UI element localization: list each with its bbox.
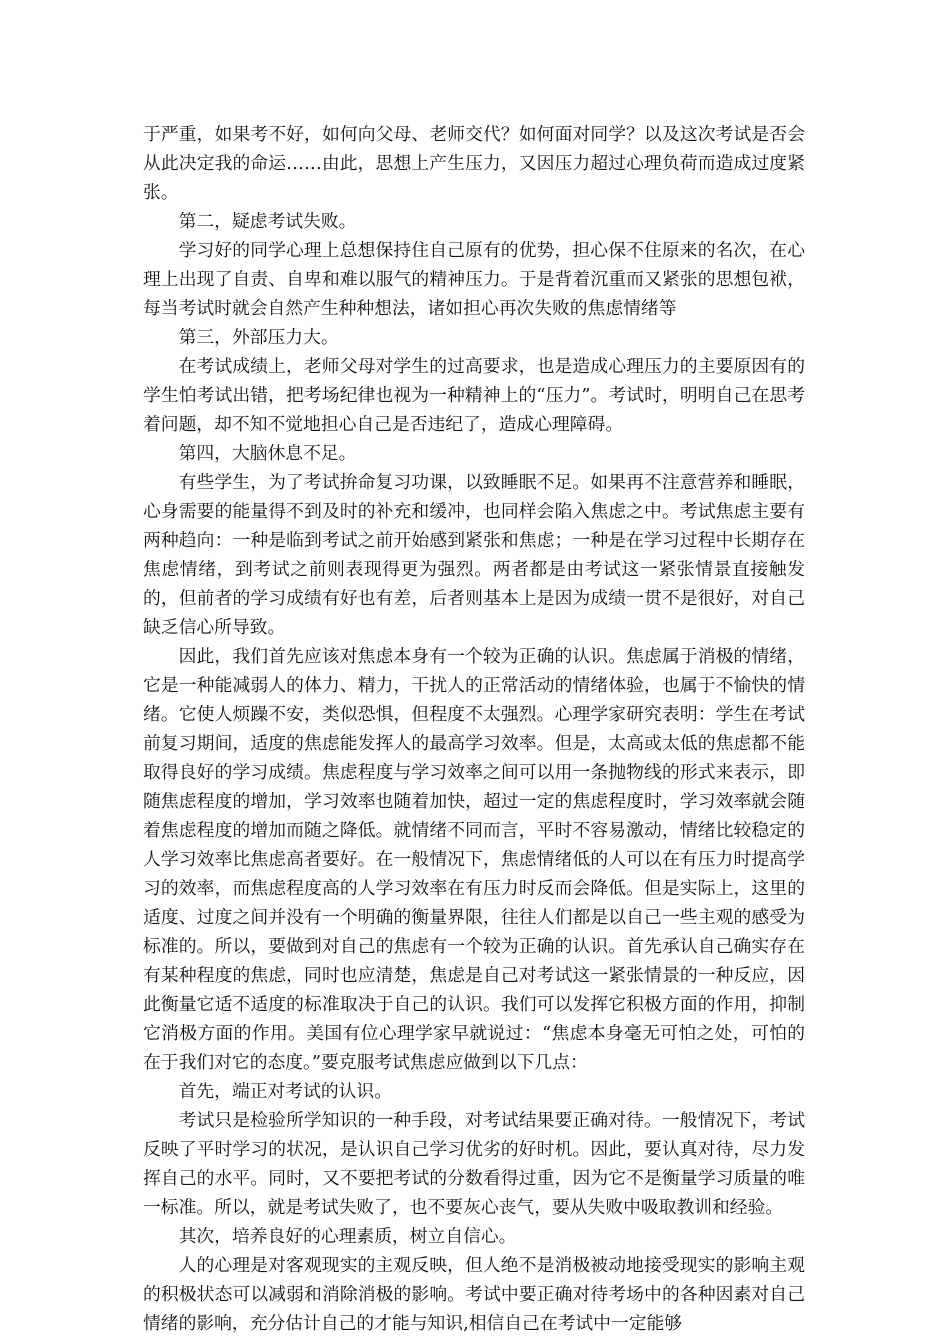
document-page xyxy=(143,120,805,1338)
heading-first-method: 首先，端正对考试的认识。 xyxy=(178,1081,392,1102)
paragraph-7: 有些学生，为了考试拚命复习功课，以致睡眠不足。如果再不注意营养和睡眠，心身需要的能量得不到及时的补充和缓冲，也同样会陷入焦虑之中。考试焦虑主要有两种趋向：一种是临到考试之前开始感到紧张和焦虑；一种是在学习过程中长期存在焦虑情绪，到考试之前则表现得更为强烈。两者都是由考试这一紧张情景直接触发的，但前者的学习成绩有好也有差，后者则基本上是因为成绩一贯不是很好，对自己缺乏信心所导致。 xyxy=(143,472,805,638)
paragraph-8: 因此，我们首先应该对焦虑本身有一个较为正确的认识。焦虑属于消极的情绪，它是一种能减弱人的体力、精力，干扰人的正常活动的情绪体验，也属于不愉快的情绪。它使人烦躁不安，类似恐惧，但程度不太强烈。心理学家研究表明：学生在考试前复习期间，适度的焦虑能发挥人的最高学习效率。但是，太高或太低的焦虑都不能取得良好的学习成绩。焦虑程度与学习效率之间可以用一条抛物线的形式来表示，即随焦虑程度的增加，学习效率也随着加快，超过一定的焦虑程度时，学习效率就会随着焦虑程度的增加而随之降低。就情绪不同而言，平时不容易激动，情绪比较稳定的人学习效率比焦虑高者要好。在一般情况下，焦虑情绪低的人可以在有压力时提高学习的效率，而焦虑程度高的人学习效率在有压力时反而会降低。但是实际上，这里的适度、过度之间并没有一个明确的衡量界限，往往人们都是以自己一些主观的感受为标准的。所以，要做到对自己的焦虑有一个较为正确的认识。首先承认自己确实存在有某种程度的焦虑，同时也应清楚，焦虑是自己对考试这一紧张情景的一种反应，因此衡量它适不适度的标准取决于自己的认识。我们可以发挥它积极方面的作用，抑制它消极方面的作用。美国有位心理学家早就说过：“焦虑本身毫无可怕之处，可怕的在于我们对它的态度。”要克服考试焦虑应做到以下几点： xyxy=(143,646,805,1073)
heading-second-method: 其次，培养良好的心理素质，树立自信心。 xyxy=(178,1226,517,1247)
heading-fourth-point: 第四，大脑休息不足。 xyxy=(178,443,357,464)
paragraph-10: 考试只是检验所学知识的一种手段，对考试结果要正确对待。一般情况下，考试反映了平时学习的状况，是认识自己学习优劣的好时机。因此，要认真对待，尽力发挥自己的水平。同时，又不要把考试的分数看得过重，因为它不是衡量学习质量的唯一标准。所以，就是考试失败了，也不要灰心丧气，要从失败中吸取教训和经验。 xyxy=(143,1110,805,1218)
heading-second-point: 第二，疑虑考试失败。 xyxy=(178,211,357,232)
paragraph-5: 在考试成绩上，老师父母对学生的过高要求，也是造成心理压力的主要原因有的学生怕考试出错，把考场纪律也视为一种精神上的“压力”。考试时，明明自己在思考着问题，却不知不觉地担心自己是否违纪了，造成心理障碍。 xyxy=(143,356,805,435)
paragraph-1: 于严重，如果考不好，如何向父母、老师交代？如何面对同学？以及这次考试是否会从此决定我的命运……由此，思想上产生压力，又因压力超过心理负荷而造成过度紧张。 xyxy=(143,124,805,203)
paragraph-12: 人的心理是对客观现实的主观反映，但人绝不是消极被动地接受现实的影响主观的积极状态可以减弱和消除消极的影响。考试中要正确对待考场中的各种因素对自己情绪的影响，充分估计自己的才能与知识,相信自己在考试中一定能够 xyxy=(143,1255,805,1334)
paragraph-3: 学习好的同学心理上总想保持住自己原有的优势，担心保不住原来的名次，在心理上出现了自责、自卑和难以服气的精神压力。于是背着沉重而又紧张的思想包袱，每当考试时就会自然产生种种想法，诸如担心再次失败的焦虑情绪等 xyxy=(143,240,805,319)
heading-third-point: 第三，外部压力大。 xyxy=(178,327,339,348)
